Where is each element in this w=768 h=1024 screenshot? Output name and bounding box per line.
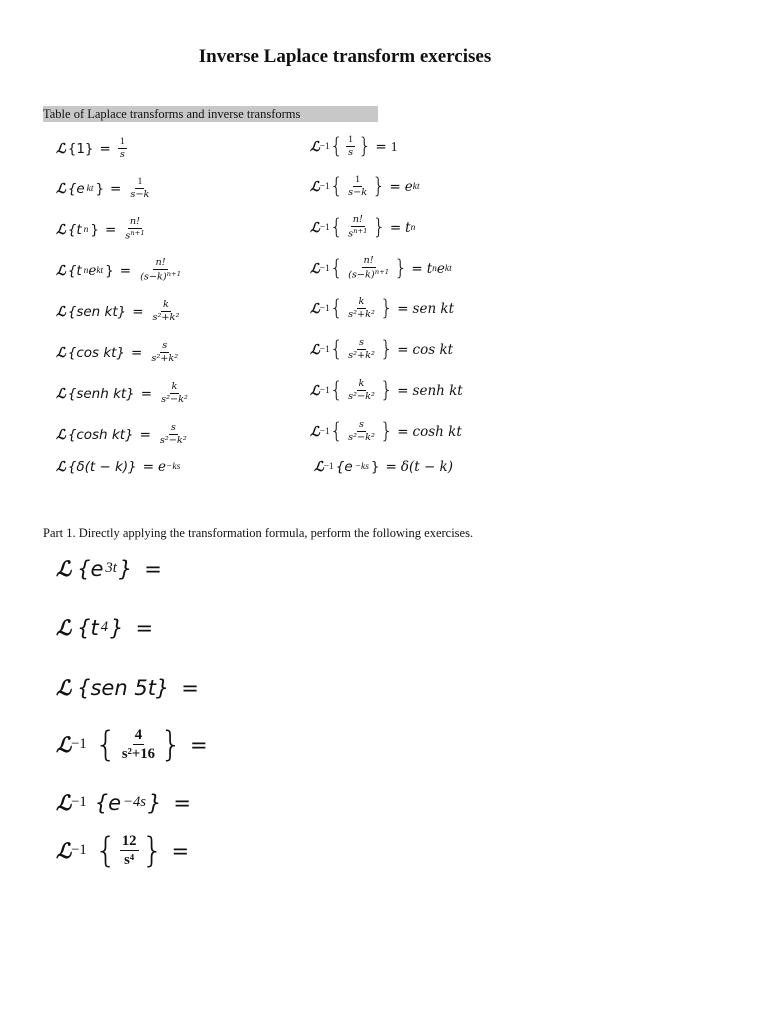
fraction: [159, 381, 190, 406]
exercise-3: [56, 675, 203, 700]
fwd-arg: {t: [67, 221, 82, 238]
fwd-arg: {1}: [67, 140, 94, 157]
brace-close: }: [358, 134, 372, 159]
exercise-6: [56, 832, 193, 870]
denominator: s−k: [348, 187, 368, 199]
denominator-base: (s−k): [348, 269, 375, 281]
brace-close: }: [105, 262, 114, 279]
fraction: [158, 422, 189, 447]
brace-close: }: [110, 615, 124, 640]
exercise-arg: {t: [77, 615, 99, 640]
fraction: [346, 378, 377, 403]
numerator: 1: [346, 134, 355, 147]
laplace-symbol: ℒ: [56, 838, 72, 864]
fraction: [346, 214, 369, 241]
inverse-exponent: −1: [71, 736, 87, 753]
numerator: n!: [128, 216, 142, 229]
fraction: [128, 176, 151, 201]
exercise-arg: {e: [77, 556, 104, 581]
laplace-symbol: ℒ: [310, 423, 320, 440]
inverse-exponent: −1: [319, 141, 330, 152]
laplace-symbol: ℒ: [56, 262, 66, 279]
equals-sign: =: [397, 300, 409, 317]
equals-sign: =: [139, 426, 151, 443]
equals-sign: =: [131, 344, 143, 361]
laplace-symbol: ℒ: [310, 382, 320, 399]
transform-fwd-6: [56, 340, 183, 365]
exponent: kt: [96, 265, 104, 276]
result: 1: [390, 138, 398, 154]
result: cosh kt: [412, 423, 462, 440]
numerator: n!: [153, 257, 167, 270]
brace-open: {: [94, 724, 117, 765]
numerator: n!: [351, 214, 365, 227]
numerator: k: [357, 378, 367, 391]
equals-sign: =: [144, 556, 162, 581]
denominator: [346, 268, 391, 282]
laplace-symbol: ℒ: [310, 300, 320, 317]
brace-close: }: [148, 790, 162, 815]
result-part: e: [436, 260, 445, 277]
numerator: 12: [120, 832, 139, 851]
result: t: [405, 219, 411, 236]
brace-close: }: [141, 830, 164, 871]
brace-open: {: [329, 378, 344, 403]
fraction: [138, 257, 183, 284]
exercise-4: [56, 726, 212, 764]
result: cos kt: [412, 341, 454, 358]
laplace-symbol: ℒ: [56, 790, 72, 815]
fraction: [346, 337, 377, 362]
exercise-1: [56, 556, 166, 581]
brace-close: }: [372, 215, 386, 240]
brace-close: }: [379, 419, 394, 444]
equals-sign: =: [397, 341, 409, 358]
brace-close: }: [379, 378, 394, 403]
laplace-symbol: ℒ: [56, 344, 66, 361]
brace-open: {: [329, 419, 344, 444]
denominator: s−k: [130, 189, 150, 201]
exercise-arg: {sen 5t}: [77, 675, 170, 700]
inverse-exponent: −1: [319, 181, 330, 192]
page-title: Inverse Laplace transform exercises: [198, 46, 492, 67]
brace-close: }: [379, 296, 394, 321]
exponent: n+1: [353, 227, 368, 236]
transform-inv-5: [310, 296, 454, 321]
transform-fwd-2: [56, 176, 154, 201]
denominator: s²+k²: [151, 353, 179, 365]
brace-close: }: [118, 556, 133, 581]
numerator: 1: [353, 174, 362, 187]
equals-sign: =: [99, 140, 111, 157]
inv-arg: {e: [335, 459, 353, 475]
laplace-symbol: ℒ: [56, 459, 66, 475]
laplace-symbol: ℒ: [310, 260, 320, 277]
inverse-exponent: −1: [319, 385, 330, 396]
denominator: s²−k²: [348, 391, 375, 403]
table-heading: Table of Laplace transforms and inverse transforms: [43, 106, 378, 122]
brace-open: {: [329, 296, 344, 321]
fraction: [120, 832, 139, 870]
laplace-symbol: ℒ: [314, 459, 324, 475]
exponent: kt: [444, 263, 452, 274]
transform-fwd-4: [56, 257, 186, 284]
denominator: s²−k²: [348, 432, 375, 444]
denominator: [123, 229, 146, 243]
denominator: s: [348, 147, 354, 159]
exponent: −ks: [354, 462, 369, 472]
laplace-symbol: ℒ: [56, 556, 72, 581]
denominator: s²+k²: [348, 309, 375, 321]
brace-close: }: [372, 174, 386, 199]
denominator: s: [119, 149, 125, 161]
exercise-arg: {e: [94, 790, 122, 815]
transform-inv-4: [310, 255, 452, 282]
numerator: 4: [133, 726, 144, 745]
fwd-arg: {senh kt}: [67, 385, 135, 402]
equals-sign: =: [171, 838, 190, 863]
transform-fwd-1: [56, 136, 130, 161]
exercise-2: [56, 615, 157, 640]
fraction: [346, 419, 377, 444]
laplace-symbol: ℒ: [56, 675, 72, 700]
fwd-arg-mid: e: [88, 262, 97, 279]
transform-inv-3: [310, 214, 415, 241]
fwd-arg: {sen kt}: [67, 303, 127, 320]
numerator: s: [160, 340, 169, 353]
laplace-symbol: ℒ: [310, 219, 320, 236]
denominator: s²−k²: [159, 435, 187, 447]
inverse-exponent: −1: [319, 222, 330, 233]
equals-sign: =: [190, 732, 208, 757]
laplace-symbol: ℒ: [56, 732, 72, 758]
fwd-arg: {t: [67, 262, 82, 279]
brace-open: {: [329, 174, 344, 199]
denominator: s²−k²: [161, 394, 188, 406]
brace-close: }: [394, 256, 408, 281]
equals-sign: =: [397, 423, 409, 440]
laplace-symbol: ℒ: [56, 385, 66, 402]
fraction: [151, 299, 182, 324]
equals-sign: =: [140, 385, 153, 402]
laplace-symbol: ℒ: [310, 138, 320, 155]
exponent: kt: [86, 183, 94, 194]
brace-open: {: [329, 215, 344, 240]
exponent: 4: [100, 619, 109, 635]
transform-inv-7: [310, 378, 463, 403]
denominator: [346, 227, 369, 241]
fwd-arg: {e: [67, 180, 85, 197]
numerator: 1: [135, 176, 144, 189]
equals-sign: =: [110, 180, 122, 197]
inverse-exponent: −1: [319, 344, 330, 355]
result: e: [158, 459, 167, 475]
exponent: n: [83, 224, 89, 235]
fraction: [120, 726, 157, 764]
fraction: [149, 340, 180, 365]
inverse-exponent: −1: [323, 462, 334, 472]
transform-fwd-8: [56, 422, 192, 447]
exponent: n: [83, 265, 89, 276]
fraction: [346, 255, 391, 282]
transform-fwd-3: [56, 216, 150, 243]
brace-close: }: [379, 337, 394, 362]
laplace-symbol: ℒ: [56, 221, 66, 238]
result: senh kt: [412, 382, 463, 399]
inverse-exponent: −1: [319, 303, 330, 314]
equals-sign: =: [389, 178, 401, 195]
part1-instructions: Part 1. Directly applying the transformation formula, perform the following exercises.: [43, 526, 474, 540]
numerator: k: [170, 381, 180, 394]
laplace-symbol: ℒ: [310, 178, 320, 195]
inverse-exponent: −1: [71, 842, 87, 859]
exponent: n: [432, 263, 437, 274]
laplace-symbol: ℒ: [56, 140, 66, 157]
equals-sign: =: [411, 260, 423, 277]
transform-inv-2: [310, 174, 420, 199]
equals-sign: =: [389, 219, 402, 236]
equals-sign: =: [104, 221, 117, 238]
exponent: n+1: [166, 270, 182, 279]
result: e: [404, 178, 413, 195]
fraction: [118, 136, 127, 161]
brace-close: }: [95, 180, 105, 197]
brace-close: }: [160, 724, 183, 765]
equals-sign: =: [375, 138, 387, 155]
numerator: s: [357, 419, 366, 432]
laplace-symbol: ℒ: [56, 180, 66, 197]
denominator: [138, 270, 183, 284]
transform-fwd-7: [56, 381, 193, 406]
equals-sign: =: [119, 262, 132, 279]
exponent: n+1: [374, 268, 390, 277]
equals-sign: =: [132, 303, 144, 320]
transform-inv-8: [310, 419, 462, 444]
brace-open: {: [329, 256, 344, 281]
fraction: [123, 216, 146, 243]
denominator-base: s: [125, 230, 131, 242]
equals-sign: =: [397, 382, 409, 399]
exercise-5: [56, 790, 195, 815]
equals-sign: =: [173, 790, 192, 815]
equals-sign: =: [181, 675, 199, 700]
exponent: −ks: [166, 462, 181, 472]
transform-inv-1: [310, 134, 397, 159]
transform-fwd-delta: [56, 459, 180, 475]
laplace-symbol: ℒ: [56, 615, 72, 640]
exponent: −4s: [123, 794, 147, 810]
numerator: s: [357, 337, 366, 350]
result: δ(t − k): [400, 459, 453, 475]
equals-sign: =: [142, 459, 155, 475]
result: t: [426, 260, 433, 277]
brace-close: }: [370, 459, 380, 475]
fraction: [346, 174, 369, 199]
transform-fwd-5: [56, 299, 184, 324]
laplace-symbol: ℒ: [56, 426, 66, 443]
exponent: n: [410, 222, 416, 233]
numerator: n!: [362, 255, 376, 268]
denominator: s²+k²: [348, 350, 375, 362]
transform-inv-6: [310, 337, 453, 362]
fwd-arg: {cos kt}: [67, 344, 126, 361]
fwd-arg: {δ(t − k)}: [67, 459, 137, 475]
equals-sign: =: [385, 459, 397, 475]
result: sen kt: [412, 300, 455, 317]
equals-sign: =: [135, 615, 154, 640]
fraction: [346, 134, 355, 159]
brace-close: }: [90, 221, 99, 238]
denominator: s²+16: [121, 746, 155, 763]
inverse-exponent: −1: [71, 794, 87, 810]
laplace-symbol: ℒ: [310, 341, 320, 358]
inverse-exponent: −1: [319, 263, 330, 274]
exponent: kt: [412, 181, 420, 192]
denominator: s²+k²: [152, 312, 180, 324]
numerator: k: [161, 299, 171, 312]
brace-open: {: [329, 134, 344, 159]
denominator-base: (s−k): [140, 271, 167, 283]
exponent: n+1: [130, 229, 145, 238]
transform-inv-delta: [314, 459, 453, 475]
exponent: 3t: [105, 560, 117, 576]
numerator: k: [357, 296, 367, 309]
denominator-base: s: [348, 228, 354, 240]
brace-open: {: [329, 337, 344, 362]
fwd-arg: {cosh kt}: [67, 426, 134, 443]
brace-open: {: [94, 830, 117, 871]
denominator: s⁴: [124, 852, 135, 869]
numerator: 1: [118, 136, 127, 149]
fraction: [346, 296, 377, 321]
numerator: s: [169, 422, 178, 435]
laplace-symbol: ℒ: [56, 303, 66, 320]
inverse-exponent: −1: [319, 426, 330, 437]
